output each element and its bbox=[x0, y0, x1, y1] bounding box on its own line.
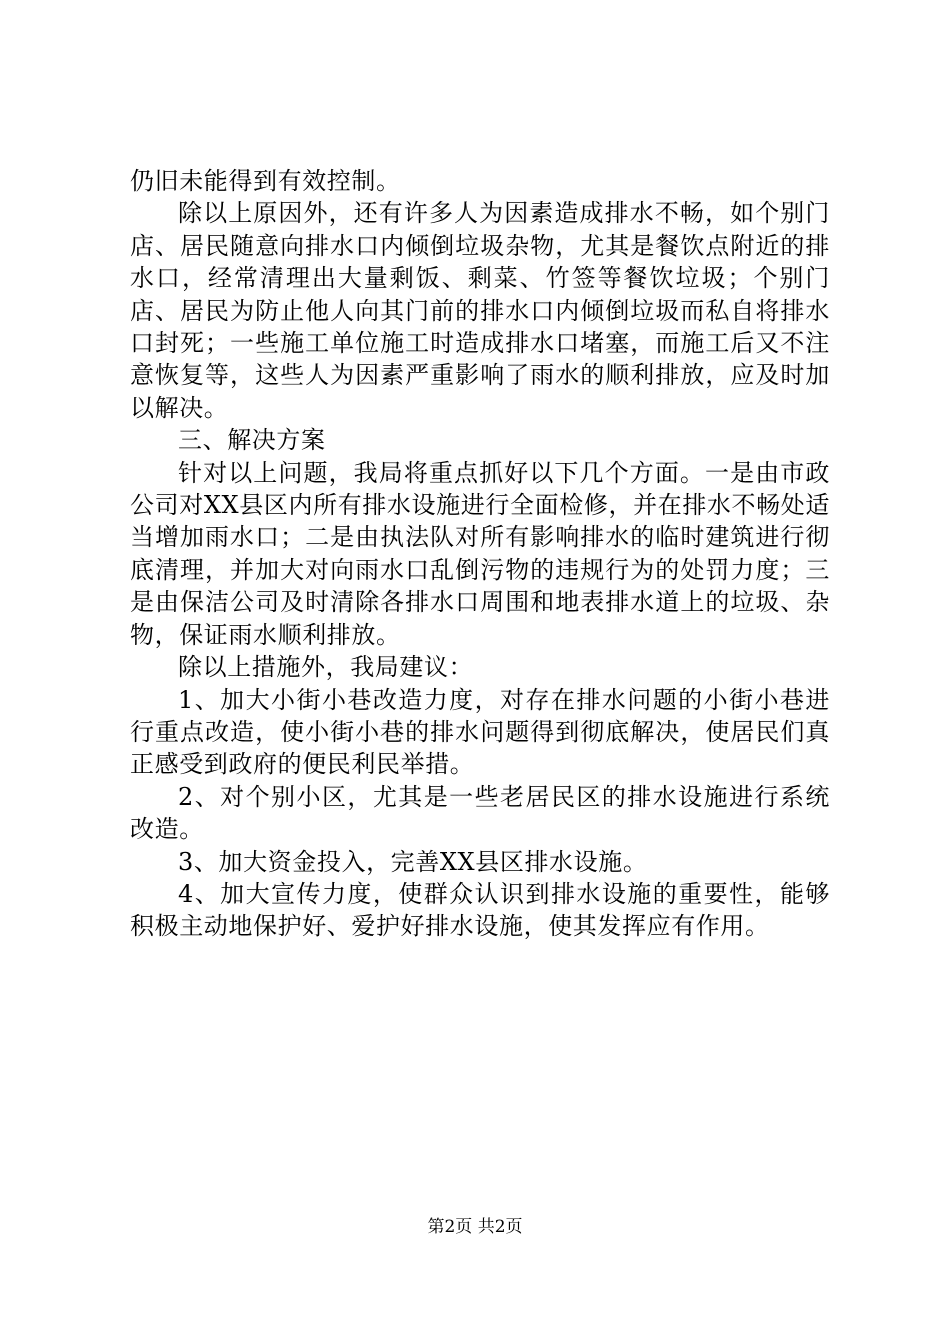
document-body bbox=[130, 165, 830, 943]
suggestion-item-4: 4、加大宣传力度，使群众认识到排水设施的重要性，能够积极主动地保护好、爱护好排水设施，使其发挥应有作用。 bbox=[130, 879, 830, 941]
suggestion-item-3: 3、加大资金投入，完善XX县区排水设施。 bbox=[178, 847, 648, 876]
page-footer bbox=[0, 1215, 950, 1239]
suggestion-item-1: 1、加大小街小巷改造力度，对存在排水问题的小街小巷进行重点改造，使小街小巷的排水问题得到彻底解决，使居民们真正感受到政府的便民利民举措。 bbox=[130, 685, 830, 779]
suggestion-item-2: 2、对个别小区，尤其是一些老居民区的排水设施进行系统改造。 bbox=[130, 782, 830, 844]
page-number: 第2页 共2页 bbox=[427, 1217, 523, 1237]
paragraph-human-factors: 除以上原因外，还有许多人为因素造成排水不畅，如个别门店、居民随意向排水口内倾倒垃圾杂物，尤其是餐饮点附近的排水口，经常清理出大量剩饭、剩菜、竹签等餐饮垃圾；个别门店、居民为防止他人向其门前的排水口内倾倒垃圾而私自将排水口封死；一些施工单位施工时造成排水口堵塞，而施工后又不注意恢复等，这些人为因素严重影响了雨水的顺利排放，应及时加以解决。 bbox=[130, 199, 830, 422]
section-heading-solutions: 三、解决方案 bbox=[178, 426, 326, 455]
paragraph-continuation: 仍旧未能得到有效控制。 bbox=[130, 167, 401, 195]
paragraph-suggestions-intro: 除以上措施外，我局建议： bbox=[178, 653, 474, 682]
paragraph-measures: 针对以上问题，我局将重点抓好以下几个方面。一是由市政公司对XX县区内所有排水设施进行全面检修，并在排水不畅处适当增加雨水口；二是由执法队对所有影响排水的临时建筑进行彻底清理，并加大对向雨水口乱倒污物的违规行为的处罚力度；三是由保洁公司及时清除各排水口周围和地表排水道上的垃圾、杂物，保证雨水顺利排放。 bbox=[130, 458, 830, 649]
